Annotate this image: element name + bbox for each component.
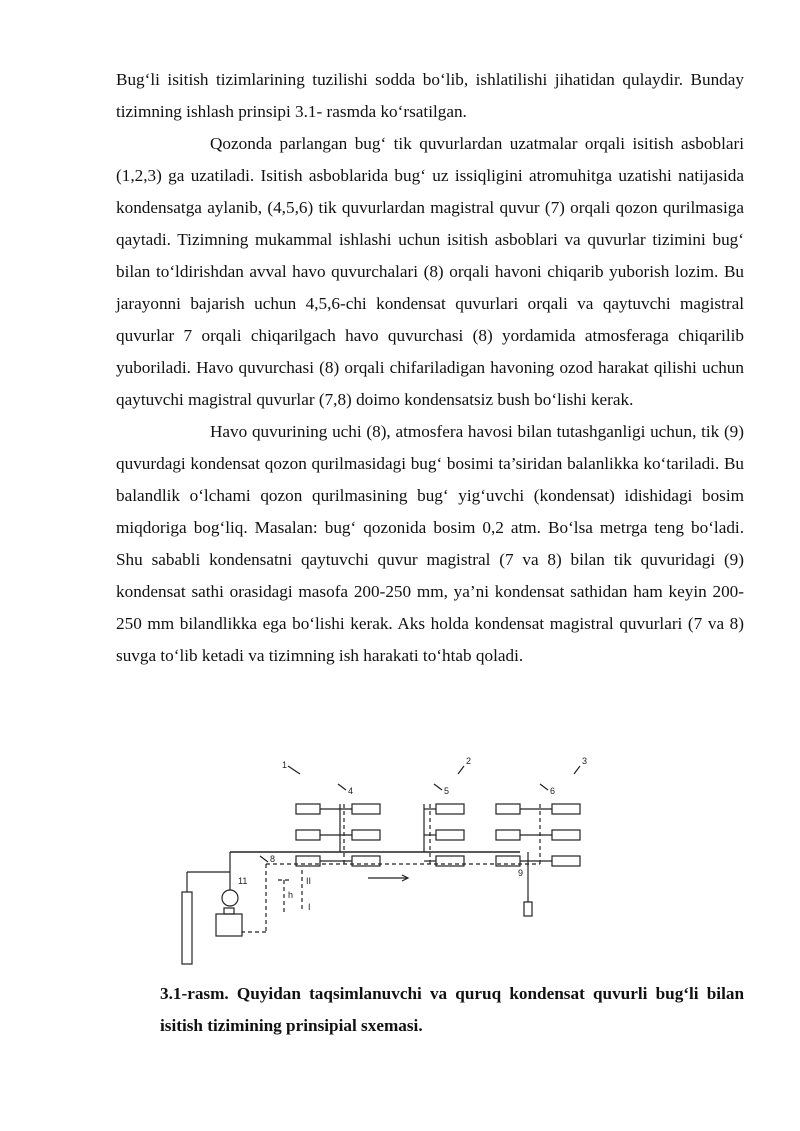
label-9: 9 <box>518 868 524 878</box>
paragraph-3: Havo quvurining uchi (8), atmosfera havosi bilan tutashganligi uchun, tik (9) quvurdagi kondensat qozon qurilmasidagi bug‘ bosimi ta’siridan balanlikka ko‘tariladi. Bu balandlik o‘lchami qozon qurilmasining bug‘ yig‘uvchi (kondensat) idishidagi bosim miqdoriga bog‘liq. Masalan: bug‘ qozonida bosim 0,2 atm. Bo‘lsa metrga teng bo‘ladi. Shu sababli kondensatni qaytuvchi quvur magistral (7 va 8) bilan tik quvuridagi (9) kondensat sathi orasidagi masofa 200-250 mm, ya’ni kondensat sathidan ham keyin 200-250 mm bilandlikka ega bo‘lishi kerak. Aks holda kondensat magistral quvurlari (7 va 8) suvga to‘lib ketadi va tizimning ish harakati to‘htab qoladi. <box>116 422 744 665</box>
label-h: h <box>288 890 294 900</box>
paragraph-1: Bug‘li isitish tizimlarining tuzilishi sodda bo‘lib, ishlatilishi jihatidan qulaydir. Bunday tizimning ishlash prinsipi 3.1- rasmda ko‘rsatilgan. <box>116 70 744 121</box>
condensate-vessel <box>216 914 242 936</box>
caption-text: 3.1-rasm. Quyidan taqsimlanuvchi va quruq kondensat quvurli bug‘li bilan isitish tizimining prinsipial sxemasi. <box>160 984 744 1035</box>
label-11: 11 <box>238 876 248 886</box>
body-text <box>116 64 744 672</box>
label-4: 4 <box>348 786 354 796</box>
heating-system-diagram <box>168 752 628 974</box>
label-8: 8 <box>270 854 276 864</box>
label-2: 2 <box>466 756 472 766</box>
label-5: 5 <box>444 786 450 796</box>
pump-symbol <box>222 890 238 906</box>
label-1: 1 <box>282 760 288 770</box>
label-3: 3 <box>582 756 588 766</box>
boiler-column <box>182 892 192 964</box>
figure-caption <box>116 978 744 1042</box>
label-II: II <box>306 876 312 886</box>
diagram-svg <box>168 752 628 974</box>
label-I: I <box>308 902 311 912</box>
label-6: 6 <box>550 786 556 796</box>
paragraph-2: Qozonda parlangan bug‘ tik quvurlardan uzatmalar orqali isitish asboblari (1,2,3) ga uzatiladi. Isitish asboblarida bug‘ uz issiqligini atromuhitga uzatishi natijasida kondensatga aylanib, (4,5,6) tik quvurlardan magistral quvur (7) orqali qozon qurilmasiga qaytadi. Tizimning mukammal ishlashi uchun isitish asboblari va quvurlar tizimini bug‘ bilan to‘ldirishdan avval havo quvurchalari (8) orqali havoni chiqarib yuborish lozim. Bu jarayonni bajarish uchun 4,5,6-chi kondensat quvurlari orqali va qaytuvchi magistral quvurlar 7 orqali chiqarilgach havo quvurchasi (8) yordamida atmosferaga chiqarilib yuboriladi. Havo quvurchasi (8) orqali chifariladigan havoning ozod harakat qilishi uchun qaytuvchi magistral quvurlar (7,8) doimo kondensatsiz bush bo‘lishi kerak. <box>116 134 744 409</box>
